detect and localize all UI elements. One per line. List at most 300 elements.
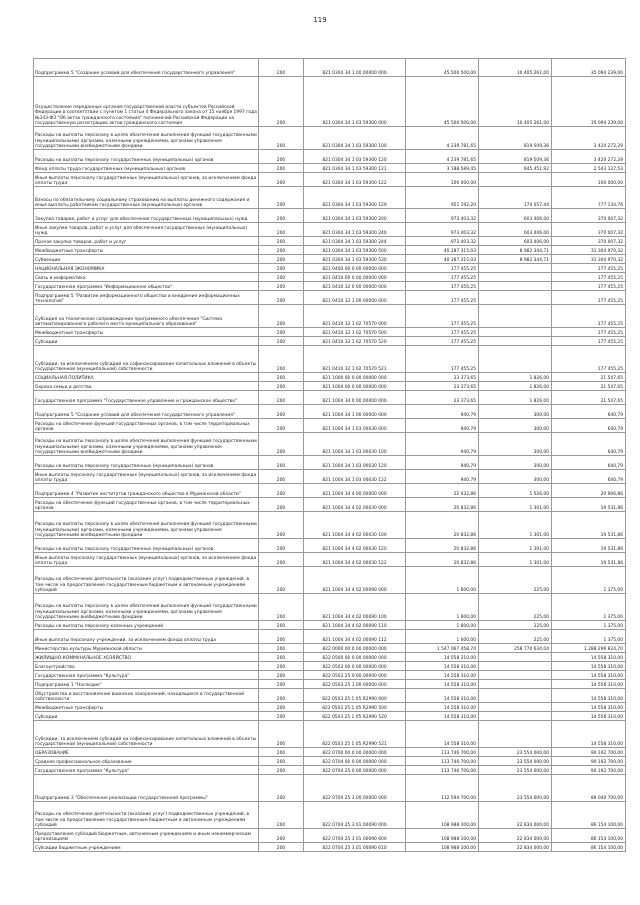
table-row bbox=[34, 644, 626, 653]
row-name: Иные выплаты персоналу государственных (муниципальных) органов, за исключением фонда оплаты труда bbox=[34, 173, 259, 187]
row-name: Субвенции bbox=[34, 255, 259, 264]
row-amount-remaining: 640,79 bbox=[552, 470, 626, 484]
row-code: 200 bbox=[259, 305, 304, 328]
row-classification-code: 821 0304 34 1 03 59300 244 bbox=[304, 237, 406, 246]
row-amount-remaining: 2 543 137,53 bbox=[552, 164, 626, 173]
row-code: 200 bbox=[259, 433, 304, 456]
table-row bbox=[34, 433, 626, 456]
row-amount-approved: 177 455,25 bbox=[406, 305, 479, 328]
row-classification-code: 821 0304 34 1 03 59300 200 bbox=[304, 209, 406, 223]
row-code: 200 bbox=[259, 757, 304, 766]
table-row bbox=[34, 237, 626, 246]
row-classification-code: 821 0410 00 0 00 00000 000 bbox=[304, 273, 406, 282]
row-amount-approved: 973 403,32 bbox=[406, 223, 479, 237]
row-amount-remaining: 90 192 700,00 bbox=[552, 748, 626, 757]
row-amount-remaining: 100 000,00 bbox=[552, 173, 626, 187]
table-row bbox=[34, 405, 626, 419]
row-amount-executed bbox=[479, 680, 552, 689]
row-code: 200 bbox=[259, 662, 304, 671]
row-amount-remaining: 19 531,86 bbox=[552, 512, 626, 539]
row-classification-code: 822 0503 25 0 00 00000 000 bbox=[304, 671, 406, 680]
row-classification-code: 821 1004 34 1 03 00030 120 bbox=[304, 456, 406, 470]
table-row bbox=[34, 59, 626, 77]
row-name: Субсидии bbox=[34, 712, 259, 721]
row-amount-remaining: 177 455,25 bbox=[552, 328, 626, 337]
row-amount-remaining: 90 192 700,00 bbox=[552, 766, 626, 775]
row-classification-code: 822 0704 25 0 00 00000 000 bbox=[304, 766, 406, 775]
row-amount-approved: 23 373,65 bbox=[406, 382, 479, 391]
row-amount-remaining: 14 558 310,00 bbox=[552, 662, 626, 671]
table-row bbox=[34, 187, 626, 209]
table-row bbox=[34, 512, 626, 539]
row-name: Расходы на обеспечение функций государственных органов, в том числе территориальных органов bbox=[34, 419, 259, 433]
row-amount-remaining: 20 906,86 bbox=[552, 484, 626, 498]
row-amount-remaining: 1 375,00 bbox=[552, 594, 626, 621]
row-amount-executed bbox=[479, 671, 552, 680]
row-amount-remaining: 370 007,32 bbox=[552, 223, 626, 237]
table-row bbox=[34, 757, 626, 766]
row-code: 200 bbox=[259, 328, 304, 337]
row-classification-code: 821 0304 34 1 03 59300 500 bbox=[304, 246, 406, 255]
row-code: 200 bbox=[259, 223, 304, 237]
row-code: 200 bbox=[259, 382, 304, 391]
row-amount-executed: 603 406,00 bbox=[479, 209, 552, 223]
row-amount-approved: 1 600,00 bbox=[406, 567, 479, 594]
row-amount-remaining: 14 558 310,00 bbox=[552, 680, 626, 689]
row-amount-remaining: 19 531,86 bbox=[552, 498, 626, 512]
row-classification-code: 821 0410 32 1 02 70570 500 bbox=[304, 328, 406, 337]
row-name: Государственная программа "Информационное общество" bbox=[34, 282, 259, 291]
table-row bbox=[34, 209, 626, 223]
row-amount-executed: 1 301,00 bbox=[479, 553, 552, 567]
row-code: 200 bbox=[259, 766, 304, 775]
row-amount-remaining: 1 288 296 824,70 bbox=[552, 644, 626, 653]
row-amount-remaining: 21 547,65 bbox=[552, 391, 626, 405]
row-amount-executed: 1 826,00 bbox=[479, 391, 552, 405]
row-amount-approved: 20 832,86 bbox=[406, 539, 479, 553]
row-amount-executed: 1 526,00 bbox=[479, 484, 552, 498]
row-code: 200 bbox=[259, 237, 304, 246]
table-row bbox=[34, 671, 626, 680]
row-name: Иные закупки товаров, работ и услуг для обеспечения государственных (муниципальных) нужд bbox=[34, 223, 259, 237]
row-amount-approved: 4 239 781,65 bbox=[406, 127, 479, 150]
table-row bbox=[34, 689, 626, 703]
row-classification-code: 822 0704 25 3 00 00000 000 bbox=[304, 775, 406, 802]
row-name: Охрана семьи и детства bbox=[34, 382, 259, 391]
row-amount-executed: 22 834 000,00 bbox=[479, 829, 552, 843]
table-row bbox=[34, 305, 626, 328]
row-name: Межбюджетные трансферты bbox=[34, 703, 259, 712]
table-row bbox=[34, 223, 626, 237]
row-code: 200 bbox=[259, 748, 304, 757]
row-code: 200 bbox=[259, 484, 304, 498]
row-code: 200 bbox=[259, 264, 304, 273]
row-amount-executed bbox=[479, 264, 552, 273]
row-amount-remaining: 21 547,65 bbox=[552, 382, 626, 391]
row-classification-code: 822 0503 25 1 00 00000 000 bbox=[304, 680, 406, 689]
row-name: Осуществление переданных органам государственной власти субъектов Российской Федерации в соответствии с пунктом 1 статьи 4 Федерального закона от 15 ноября 1997 года №143-ФЗ "Об актах гражданского состояния" полномочий Российской Федерации на государственную регистрацию актов гражданского состояния bbox=[34, 77, 259, 127]
row-classification-code: 821 1004 34 1 03 00030 000 bbox=[304, 419, 406, 433]
row-code: 200 bbox=[259, 59, 304, 77]
row-amount-executed: 22 834 000,00 bbox=[479, 802, 552, 829]
row-amount-remaining: 31 304 970,32 bbox=[552, 246, 626, 255]
row-classification-code: 821 1004 34 1 03 00030 122 bbox=[304, 470, 406, 484]
row-amount-approved: 177 455,25 bbox=[406, 346, 479, 373]
row-amount-executed: 300,00 bbox=[479, 419, 552, 433]
row-amount-remaining: 640,79 bbox=[552, 405, 626, 419]
row-amount-executed: 23 554 000,00 bbox=[479, 757, 552, 766]
row-amount-remaining: 1 375,00 bbox=[552, 621, 626, 630]
row-amount-remaining: 177 455,25 bbox=[552, 273, 626, 282]
row-amount-approved: 20 832,86 bbox=[406, 553, 479, 567]
table-row bbox=[34, 273, 626, 282]
row-name: Закупка товаров, работ и услуг для обеспечения государственных (муниципальных) нужд bbox=[34, 209, 259, 223]
row-classification-code: 821 0304 34 1 03 59300 240 bbox=[304, 223, 406, 237]
row-amount-approved: 1 600,00 bbox=[406, 630, 479, 644]
row-classification-code: 821 1004 34 4 02 00090 112 bbox=[304, 630, 406, 644]
row-amount-approved: 23 373,65 bbox=[406, 391, 479, 405]
table-row bbox=[34, 456, 626, 470]
row-amount-executed: 1 301,00 bbox=[479, 498, 552, 512]
row-code: 200 bbox=[259, 405, 304, 419]
table-row bbox=[34, 621, 626, 630]
row-amount-approved: 177 455,25 bbox=[406, 328, 479, 337]
row-code: 200 bbox=[259, 373, 304, 382]
row-classification-code: 821 1004 34 4 02 00030 100 bbox=[304, 512, 406, 539]
row-classification-code: 821 1004 34 0 00 00000 000 bbox=[304, 391, 406, 405]
row-code: 200 bbox=[259, 337, 304, 346]
row-code: 200 bbox=[259, 630, 304, 644]
row-amount-remaining: 177 455,25 bbox=[552, 264, 626, 273]
table-row bbox=[34, 77, 626, 127]
row-amount-executed bbox=[479, 689, 552, 703]
row-amount-approved: 40 287 315,03 bbox=[406, 246, 479, 255]
row-amount-executed bbox=[479, 346, 552, 373]
row-code: 200 bbox=[259, 829, 304, 843]
row-code: 200 bbox=[259, 77, 304, 127]
table-row bbox=[34, 829, 626, 843]
row-amount-approved: 40 287 315,03 bbox=[406, 255, 479, 264]
row-code: 200 bbox=[259, 512, 304, 539]
row-name: Обустройство и восстановление воинских захоронений, находящихся в государственной собственности bbox=[34, 689, 259, 703]
row-amount-executed: 603 406,00 bbox=[479, 223, 552, 237]
table-row bbox=[34, 246, 626, 255]
row-classification-code: 822 0503 25 1 05 R2990 521 bbox=[304, 721, 406, 748]
table-row bbox=[34, 630, 626, 644]
row-amount-approved: 20 832,86 bbox=[406, 512, 479, 539]
row-classification-code: 821 0304 34 1 03 59300 100 bbox=[304, 127, 406, 150]
row-name: Расходы на обеспечение деятельности (оказание услуг) подведомственных учреждений, в том числе на предоставление государственным бюджетным и автономным учреждениям субсидий bbox=[34, 802, 259, 829]
row-amount-executed: 23 554 000,00 bbox=[479, 748, 552, 757]
row-amount-approved: 108 988 100,00 bbox=[406, 843, 479, 852]
row-classification-code: 821 0304 34 1 00 00000 000 bbox=[304, 59, 406, 77]
row-amount-remaining: 177 455,25 bbox=[552, 346, 626, 373]
row-code: 200 bbox=[259, 712, 304, 721]
row-name: Государственная программа "Культура" bbox=[34, 671, 259, 680]
row-amount-approved: 940,79 bbox=[406, 419, 479, 433]
row-classification-code: 822 0500 00 0 00 00000 000 bbox=[304, 653, 406, 662]
row-name: Расходы на выплаты персоналу государственных (муниципальных) органов bbox=[34, 539, 259, 553]
row-amount-approved: 973 403,32 bbox=[406, 209, 479, 223]
row-amount-executed: 225,00 bbox=[479, 621, 552, 630]
row-classification-code: 822 0503 25 1 05 R2990 500 bbox=[304, 703, 406, 712]
row-amount-executed: 300,00 bbox=[479, 456, 552, 470]
row-classification-code: 821 1004 34 4 02 00030 000 bbox=[304, 498, 406, 512]
row-amount-executed: 819 509,36 bbox=[479, 150, 552, 164]
row-amount-remaining: 177 455,25 bbox=[552, 282, 626, 291]
table-row bbox=[34, 539, 626, 553]
row-code: 200 bbox=[259, 419, 304, 433]
table-row bbox=[34, 766, 626, 775]
row-classification-code: 821 0304 34 1 03 59300 120 bbox=[304, 150, 406, 164]
row-code: 200 bbox=[259, 456, 304, 470]
row-code: 200 bbox=[259, 273, 304, 282]
table-row bbox=[34, 712, 626, 721]
row-name: Фонд оплаты труда государственных (муниципальных) органов bbox=[34, 164, 259, 173]
row-amount-executed: 225,00 bbox=[479, 594, 552, 621]
table-row bbox=[34, 721, 626, 748]
row-name: Межбюджетные трансферты bbox=[34, 246, 259, 255]
row-name: НАЦИОНАЛЬНАЯ ЭКОНОМИКА bbox=[34, 264, 259, 273]
row-name: Иные выплаты персоналу учреждений, за исключением фонда оплаты труда bbox=[34, 630, 259, 644]
table-row bbox=[34, 346, 626, 373]
row-name: Подпрограмма 4 "Развитие институтов гражданского общества в Мурманской области" bbox=[34, 484, 259, 498]
row-amount-remaining: 3 420 272,29 bbox=[552, 150, 626, 164]
row-amount-approved: 14 558 310,00 bbox=[406, 671, 479, 680]
row-classification-code: 821 1004 34 4 00 00000 000 bbox=[304, 484, 406, 498]
row-classification-code: 822 0704 25 3 01 00090 600 bbox=[304, 829, 406, 843]
row-amount-executed: 22 834 000,00 bbox=[479, 843, 552, 852]
row-amount-executed bbox=[479, 721, 552, 748]
row-amount-approved: 177 455,25 bbox=[406, 282, 479, 291]
row-amount-remaining: 640,79 bbox=[552, 433, 626, 456]
row-amount-approved: 14 558 310,00 bbox=[406, 662, 479, 671]
row-amount-remaining: 19 531,86 bbox=[552, 553, 626, 567]
row-amount-executed: 300,00 bbox=[479, 433, 552, 456]
row-name: Благоустройство bbox=[34, 662, 259, 671]
row-code: 200 bbox=[259, 653, 304, 662]
row-classification-code: 821 0304 34 1 03 59300 129 bbox=[304, 187, 406, 209]
row-name: Субсидия на техническое сопровождение программного обеспечения "Система автоматизированного рабочего места муниципального образования" bbox=[34, 305, 259, 328]
row-amount-remaining: 640,79 bbox=[552, 419, 626, 433]
row-amount-remaining: 14 558 310,00 bbox=[552, 721, 626, 748]
row-name: Министерство культуры Мурманской области bbox=[34, 644, 259, 653]
row-classification-code: 822 0000 00 0 00 00000 000 bbox=[304, 644, 406, 653]
row-amount-approved: 4 239 781,65 bbox=[406, 150, 479, 164]
row-amount-approved: 113 746 700,00 bbox=[406, 748, 479, 757]
row-code: 200 bbox=[259, 150, 304, 164]
table-row bbox=[34, 748, 626, 757]
row-amount-remaining: 21 547,65 bbox=[552, 373, 626, 382]
row-amount-executed: 258 770 634,04 bbox=[479, 644, 552, 653]
row-amount-approved: 22 432,86 bbox=[406, 484, 479, 498]
row-amount-approved: 20 832,86 bbox=[406, 498, 479, 512]
row-classification-code: 821 0410 32 1 02 70570 520 bbox=[304, 337, 406, 346]
row-code: 200 bbox=[259, 209, 304, 223]
table-row bbox=[34, 337, 626, 346]
row-name: Расходы на выплаты персоналу в целях обеспечения выполнения функций государственными (муниципальными) органами, казенными учреждениями, органами управления государственными внебюджетными фондами bbox=[34, 433, 259, 456]
row-code: 200 bbox=[259, 553, 304, 567]
row-name: Расходы на выплаты персоналу государственных (муниципальных) органов bbox=[34, 150, 259, 164]
row-amount-remaining: 89 040 700,00 bbox=[552, 775, 626, 802]
table-row bbox=[34, 282, 626, 291]
table-row bbox=[34, 391, 626, 405]
row-name: Среднее профессиональное образование bbox=[34, 757, 259, 766]
row-amount-remaining: 35 094 239,00 bbox=[552, 77, 626, 127]
table-row bbox=[34, 775, 626, 802]
row-classification-code: 821 0400 00 0 00 00000 000 bbox=[304, 264, 406, 273]
row-amount-approved: 45 500 500,00 bbox=[406, 59, 479, 77]
row-code: 200 bbox=[259, 470, 304, 484]
row-amount-approved: 113 746 700,00 bbox=[406, 766, 479, 775]
row-amount-approved: 177 455,25 bbox=[406, 264, 479, 273]
row-amount-approved: 112 594 700,00 bbox=[406, 775, 479, 802]
row-amount-executed: 23 554 000,00 bbox=[479, 766, 552, 775]
table-row bbox=[34, 291, 626, 305]
row-name: Подпрограмма 5 "Развитие информационного общества и внедрение информационных технологий" bbox=[34, 291, 259, 305]
row-amount-remaining: 177 455,25 bbox=[552, 305, 626, 328]
row-amount-approved: 940,79 bbox=[406, 433, 479, 456]
row-amount-executed bbox=[479, 291, 552, 305]
table-row bbox=[34, 594, 626, 621]
row-classification-code: 821 0410 32 1 02 70570 000 bbox=[304, 305, 406, 328]
row-code: 200 bbox=[259, 498, 304, 512]
row-name: ЖИЛИЩНО-КОММУНАЛЬНОЕ ХОЗЯЙСТВО bbox=[34, 653, 259, 662]
row-amount-executed: 300,00 bbox=[479, 470, 552, 484]
row-amount-remaining: 86 154 100,00 bbox=[552, 843, 626, 852]
row-classification-code: 821 0304 34 1 03 59300 122 bbox=[304, 173, 406, 187]
row-amount-remaining: 370 007,32 bbox=[552, 209, 626, 223]
row-amount-executed: 23 554 000,00 bbox=[479, 775, 552, 802]
row-classification-code: 821 0410 32 1 00 00000 000 bbox=[304, 291, 406, 305]
row-name: ОБРАЗОВАНИЕ bbox=[34, 748, 259, 757]
row-amount-executed: 645 451,92 bbox=[479, 164, 552, 173]
row-amount-remaining: 1 375,00 bbox=[552, 567, 626, 594]
row-name: Субсидии, за исключением субсидий на софинансирование капитальных вложений в объекты государственной (муниципальной) собственности bbox=[34, 721, 259, 748]
row-name: Предоставление субсидий бюджетным, автономным учреждениям и иным некоммерческим организациям bbox=[34, 829, 259, 843]
row-amount-remaining: 14 558 310,00 bbox=[552, 689, 626, 703]
row-amount-remaining: 177 455,25 bbox=[552, 337, 626, 346]
page-number: 119 bbox=[313, 16, 327, 24]
row-amount-executed: 1 301,00 bbox=[479, 539, 552, 553]
row-code: 200 bbox=[259, 802, 304, 829]
row-code: 200 bbox=[259, 291, 304, 305]
row-code: 200 bbox=[259, 843, 304, 852]
row-classification-code: 821 1004 00 0 00 00000 000 bbox=[304, 382, 406, 391]
row-classification-code: 821 1004 34 1 00 00000 000 bbox=[304, 405, 406, 419]
row-code: 200 bbox=[259, 539, 304, 553]
row-amount-remaining: 3 420 272,29 bbox=[552, 127, 626, 150]
table-row bbox=[34, 470, 626, 484]
row-code: 200 bbox=[259, 680, 304, 689]
row-code: 200 bbox=[259, 173, 304, 187]
row-amount-executed: 8 982 344,71 bbox=[479, 255, 552, 264]
row-code: 200 bbox=[259, 346, 304, 373]
row-amount-executed: 225,00 bbox=[479, 630, 552, 644]
table-row bbox=[34, 127, 626, 150]
row-amount-executed: 174 057,44 bbox=[479, 187, 552, 209]
row-amount-remaining: 14 558 310,00 bbox=[552, 703, 626, 712]
row-amount-approved: 1 547 067 458,74 bbox=[406, 644, 479, 653]
table-row bbox=[34, 802, 626, 829]
row-amount-approved: 177 455,25 bbox=[406, 273, 479, 282]
row-classification-code: 821 1004 34 1 03 00030 100 bbox=[304, 433, 406, 456]
row-amount-approved: 940,79 bbox=[406, 456, 479, 470]
row-code: 200 bbox=[259, 187, 304, 209]
row-name: Иные выплаты персоналу государственных (муниципальных) органов, за исключением фонда оплаты труда bbox=[34, 553, 259, 567]
row-amount-remaining: 14 558 310,00 bbox=[552, 712, 626, 721]
row-amount-approved: 177 455,25 bbox=[406, 337, 479, 346]
row-name: Расходы на обеспечение деятельности (оказание услуг) подведомственных учреждений, в том числе на предоставление государственным бюджетным и автономным учреждениям субсидий bbox=[34, 567, 259, 594]
row-amount-executed: 1 826,00 bbox=[479, 382, 552, 391]
row-classification-code: 821 1004 34 4 02 00030 120 bbox=[304, 539, 406, 553]
row-amount-approved: 108 988 100,00 bbox=[406, 829, 479, 843]
row-code: 200 bbox=[259, 164, 304, 173]
row-amount-remaining: 19 531,86 bbox=[552, 539, 626, 553]
table-row bbox=[34, 173, 626, 187]
row-amount-executed bbox=[479, 337, 552, 346]
row-amount-approved: 14 558 310,00 bbox=[406, 703, 479, 712]
row-amount-executed: 10 405 261,00 bbox=[479, 77, 552, 127]
row-classification-code: 821 1000 00 0 00 00000 000 bbox=[304, 373, 406, 382]
row-code: 200 bbox=[259, 644, 304, 653]
row-code: 200 bbox=[259, 671, 304, 680]
row-code: 200 bbox=[259, 567, 304, 594]
row-amount-remaining: 86 154 100,00 bbox=[552, 802, 626, 829]
row-amount-executed bbox=[479, 662, 552, 671]
row-amount-remaining: 177 455,25 bbox=[552, 291, 626, 305]
row-name: Подпрограмма 1 "Наследие" bbox=[34, 680, 259, 689]
row-classification-code: 821 1004 34 4 02 00090 100 bbox=[304, 594, 406, 621]
row-amount-remaining: 14 558 310,00 bbox=[552, 671, 626, 680]
table-row bbox=[34, 419, 626, 433]
row-amount-executed: 819 509,36 bbox=[479, 127, 552, 150]
table-row bbox=[34, 150, 626, 164]
row-amount-approved: 940,79 bbox=[406, 470, 479, 484]
table-row bbox=[34, 382, 626, 391]
row-code: 200 bbox=[259, 594, 304, 621]
row-classification-code: 822 0704 25 3 01 00090 610 bbox=[304, 843, 406, 852]
row-name: СОЦИАЛЬНАЯ ПОЛИТИКА bbox=[34, 373, 259, 382]
row-amount-executed: 10 405 261,00 bbox=[479, 59, 552, 77]
row-amount-executed bbox=[479, 273, 552, 282]
row-classification-code: 821 0410 32 0 00 00000 000 bbox=[304, 282, 406, 291]
row-amount-approved: 1 600,00 bbox=[406, 594, 479, 621]
table-row bbox=[34, 264, 626, 273]
row-classification-code: 821 0304 34 1 03 59300 121 bbox=[304, 164, 406, 173]
row-amount-executed: 225,00 bbox=[479, 567, 552, 594]
row-name: Подпрограмма 5 "Создание условий для обеспечения государственного управления" bbox=[34, 59, 259, 77]
row-amount-approved: 14 558 310,00 bbox=[406, 712, 479, 721]
row-classification-code: 822 0704 25 3 01 00090 000 bbox=[304, 802, 406, 829]
row-amount-approved: 113 746 700,00 bbox=[406, 757, 479, 766]
row-amount-approved: 23 373,65 bbox=[406, 373, 479, 382]
row-classification-code: 821 1004 34 4 02 00090 110 bbox=[304, 621, 406, 630]
row-code: 200 bbox=[259, 689, 304, 703]
row-amount-executed: 1 826,00 bbox=[479, 373, 552, 382]
row-amount-remaining: 86 154 100,00 bbox=[552, 829, 626, 843]
row-code: 200 bbox=[259, 391, 304, 405]
row-amount-executed bbox=[479, 282, 552, 291]
row-name: Взносы по обязательному социальному страхованию на выплаты денежного содержания и иные выплаты работникам государственных (муниципальных) органов bbox=[34, 187, 259, 209]
row-amount-executed bbox=[479, 328, 552, 337]
row-name: Расходы на выплаты персоналу государственных (муниципальных) органов bbox=[34, 456, 259, 470]
row-name: Субсидии bbox=[34, 337, 259, 346]
row-amount-remaining: 370 007,32 bbox=[552, 237, 626, 246]
row-classification-code: 822 0700 00 0 00 00000 000 bbox=[304, 748, 406, 757]
row-amount-approved: 14 558 310,00 bbox=[406, 689, 479, 703]
row-classification-code: 821 1004 34 4 02 00090 000 bbox=[304, 567, 406, 594]
